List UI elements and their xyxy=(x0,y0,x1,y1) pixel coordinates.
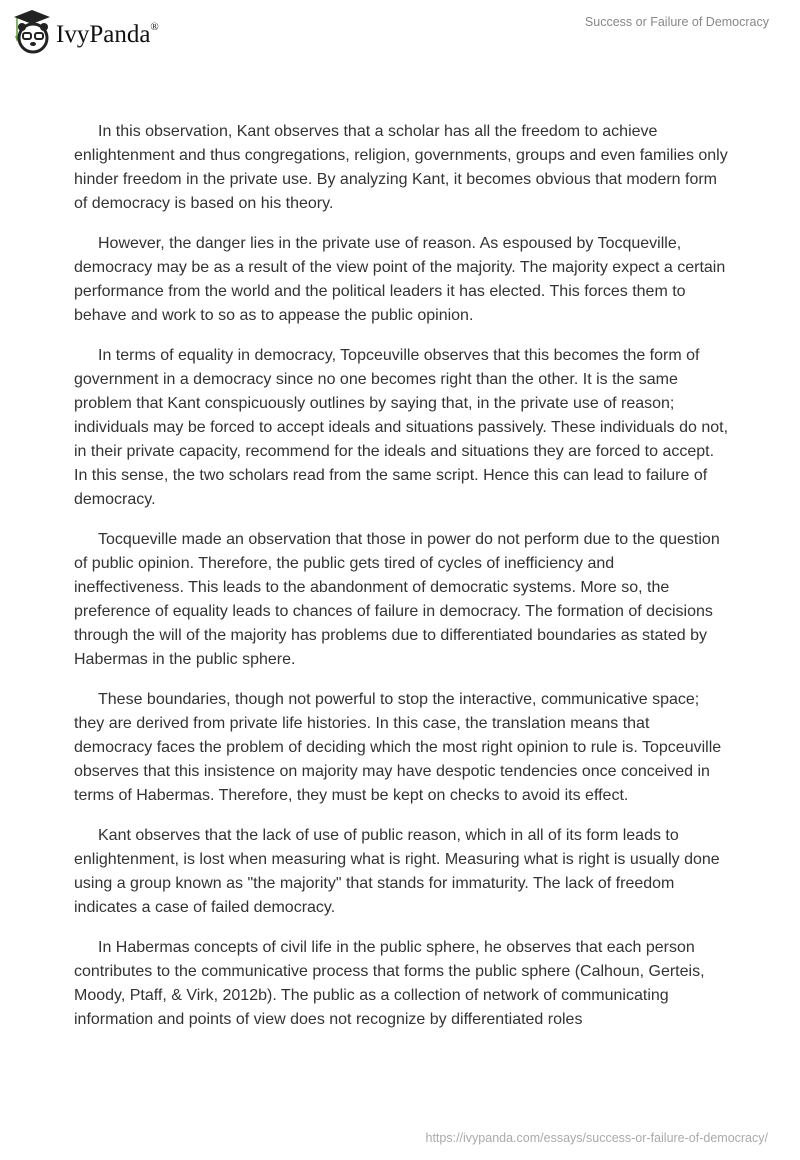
panda-graduate-icon xyxy=(12,8,52,54)
paragraph: Kant observes that the lack of use of public reason, which in all of its form leads to enlightenment, is lost when measuring what is right. Measuring what is right is usually done using a group known as "the majority" that stands for immaturity. The lack of freedom indicates a case of failed democracy. xyxy=(74,827,720,916)
page-header xyxy=(0,0,800,60)
paragraph: These boundaries, though not powerful to stop the interactive, communicative space; they are derived from private life histories. In this case, the translation means that democracy faces the problem of deciding which the most right opinion to rule is. Topceuville observes that this insistence on majority may have despotic tendencies once conceived in terms of Habermas. Therefore, they must be kept on checks to avoid its effect. xyxy=(74,691,722,804)
logo-text: IvyPanda® xyxy=(56,21,159,48)
paragraph: In Habermas concepts of civil life in the public sphere, he observes that each person contributes to the communicative process that forms the public sphere (Calhoun, Gerteis, Moody, Ptaff, & Virk, 2012b). The public as a collection of network of communicating information and points of view does not recognize by differentiated roles xyxy=(74,939,705,1028)
paragraph: In terms of equality in democracy, Topceuville observes that this becomes the form of government in a democracy since no one becomes right than the other. It is the same problem that Kant conspicuously outlines by saying that, in the private use of reason; individuals may be forced to accept ideals and situations passively. These individuals do not, in their private capacity, recommend for the ideals and situations they are forced to accept. In this sense, the two scholars read from the same script. Hence this can lead to failure of democracy. xyxy=(74,347,729,508)
paragraph: Tocqueville made an observation that those in power do not perform due to the question of public opinion. Therefore, the public gets tired of cycles of inefficiency and ineffectiveness. This leads to the abandonment of democratic systems. More so, the preference of equality leads to chances of failure in democracy. The formation of decisions through the will of the majority has problems due to differentiated boundaries as stated by Habermas in the public sphere. xyxy=(74,531,720,668)
paragraph: However, the danger lies in the private use of reason. As espoused by Tocqueville, democracy may be as a result of the view point of the majority. The majority expect a certain performance from the world and the political leaders it has elected. This forces them to behave and work to so as to appease the public opinion. xyxy=(74,235,726,324)
paragraph: In this observation, Kant observes that a scholar has all the freedom to achieve enlightenment and thus congregations, religion, governments, groups and even families only hinder freedom in the private use. By analyzing Kant, it becomes obvious that modern form of democracy is based on his theory. xyxy=(74,123,728,212)
footer-url[interactable]: https://ivypanda.com/essays/success-or-failure-of-democracy/ xyxy=(425,1131,768,1145)
essay-body xyxy=(74,120,728,1048)
ivypanda-logo[interactable] xyxy=(12,8,159,54)
document-title: Success or Failure of Democracy xyxy=(584,15,769,29)
